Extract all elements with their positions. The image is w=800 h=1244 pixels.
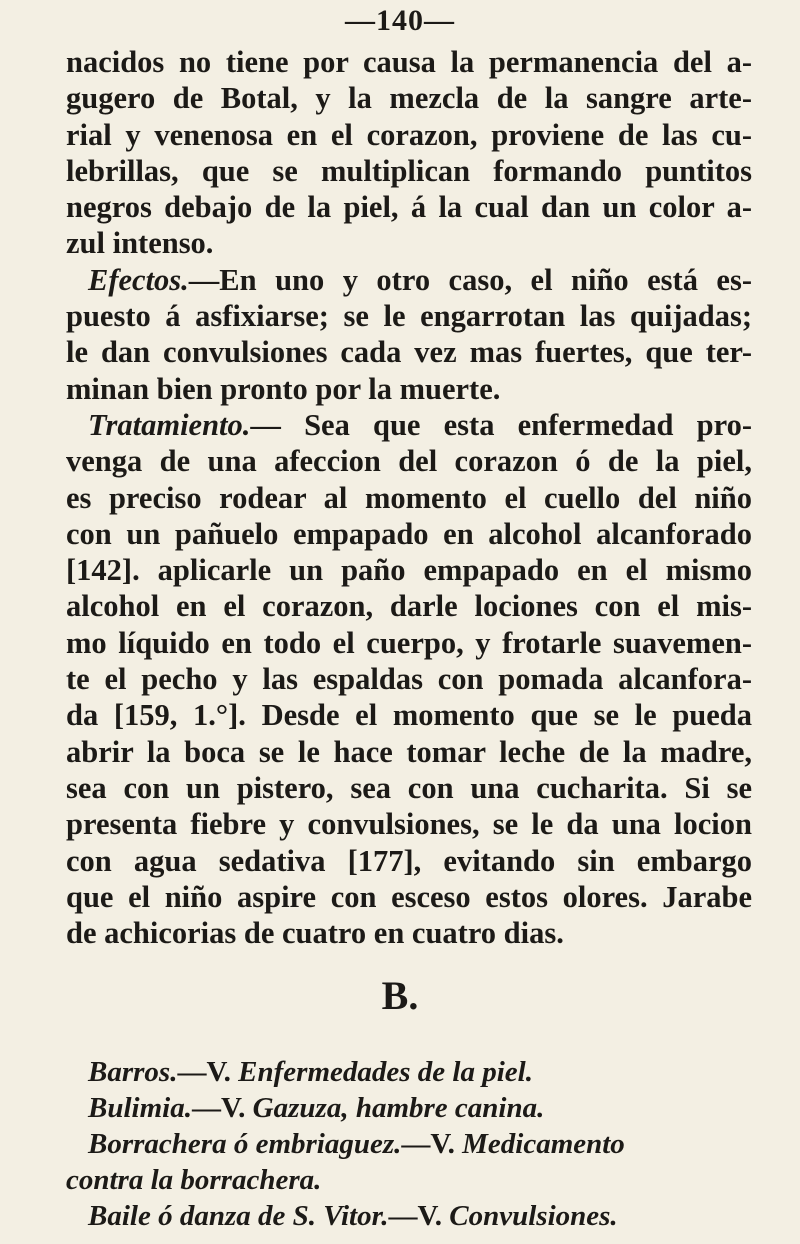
section-letter: B.	[381, 973, 419, 1018]
cross-reference-index	[66, 1054, 756, 1234]
efectos-paragraph-start	[66, 262, 752, 298]
tratamiento-paragraph-start	[66, 407, 752, 443]
text-line: gugero de Botal, y la mezcla de la sangre arte-	[66, 81, 752, 116]
index-target: Convulsiones.	[449, 1200, 618, 1232]
text-line: lebrillas, que se multiplican formando puntitos	[66, 153, 752, 188]
index-target: Gazuza, hambre canina.	[252, 1092, 545, 1124]
index-term: Baile ó danza de S. Vitor.	[88, 1200, 389, 1232]
index-entry-continuation: contra la borrachera.	[66, 1164, 322, 1196]
index-entry	[66, 1054, 756, 1090]
index-target: Enfermedades de la piel.	[238, 1056, 533, 1088]
text-line: rial y venenosa en el corazon, proviene de las cu-	[66, 117, 752, 152]
text-line: con un pañuelo empapado en alcohol alcanforado	[66, 516, 752, 551]
index-target: Medicamento	[462, 1128, 625, 1160]
text-line: es preciso rodear al momento el cuello del niño	[66, 480, 752, 515]
page-number: —140—	[345, 4, 455, 37]
tratamiento-heading: Tratamiento.	[88, 407, 251, 442]
text-line: que el niño aspire con esceso estos olores. Jarabe	[66, 879, 752, 914]
text-line: nacidos no tiene por causa la permanencia del a-	[66, 45, 752, 79]
index-see: —V.	[177, 1056, 231, 1088]
index-term: Bulimia.	[88, 1092, 192, 1124]
text-line: con agua sedativa [177], evitando sin embargo	[66, 843, 752, 878]
text-line: mo líquido en todo el cuerpo, y frotarle suavemen-	[66, 625, 752, 660]
text-line: — Sea que esta enfermedad pro-	[250, 407, 752, 442]
index-entry	[66, 1090, 756, 1126]
index-term: Borrachera ó embriaguez.	[88, 1128, 402, 1160]
index-entry	[66, 1198, 756, 1234]
text-line: [142]. aplicarle un paño empapado en el mismo	[66, 553, 752, 588]
text-line: venga de una afeccion del corazon ó de la piel,	[66, 444, 752, 479]
text-line: alcohol en el corazon, darle lociones con el mis-	[66, 589, 752, 624]
text-line: da [159, 1.°]. Desde el momento que se le pueda	[66, 698, 752, 733]
text-line: presenta fiebre y convulsiones, se le da una locion	[66, 807, 752, 842]
text-line: —En uno y otro caso, el niño está es-	[188, 262, 752, 297]
text-line: puesto á asfixiarse; se le engarrotan las quijadas;	[66, 299, 752, 334]
text-line: te el pecho y las espaldas con pomada alcanfora-	[66, 662, 752, 697]
efectos-heading: Efectos.	[88, 262, 189, 297]
text-line: de achicorias de cuatro en cuatro dias.	[66, 916, 564, 951]
index-see: —V.	[388, 1200, 443, 1232]
text-line: negros debajo de la piel, á la cual dan un color a-	[66, 190, 752, 225]
index-term: Barros.	[88, 1056, 178, 1088]
text-line: zul intenso.	[66, 226, 214, 261]
text-line: sea con un pistero, sea con una cucharita. Si se	[66, 770, 752, 805]
index-see: —V.	[401, 1128, 455, 1160]
index-see: —V.	[191, 1092, 246, 1124]
index-entry	[66, 1126, 756, 1162]
text-line: abrir la boca se le hace tomar leche de la madre,	[66, 734, 752, 769]
text-line: minan bien pronto por la muerte.	[66, 371, 501, 406]
body-text	[66, 44, 752, 951]
text-line: le dan convulsiones cada vez mas fuertes, que ter-	[66, 335, 752, 370]
